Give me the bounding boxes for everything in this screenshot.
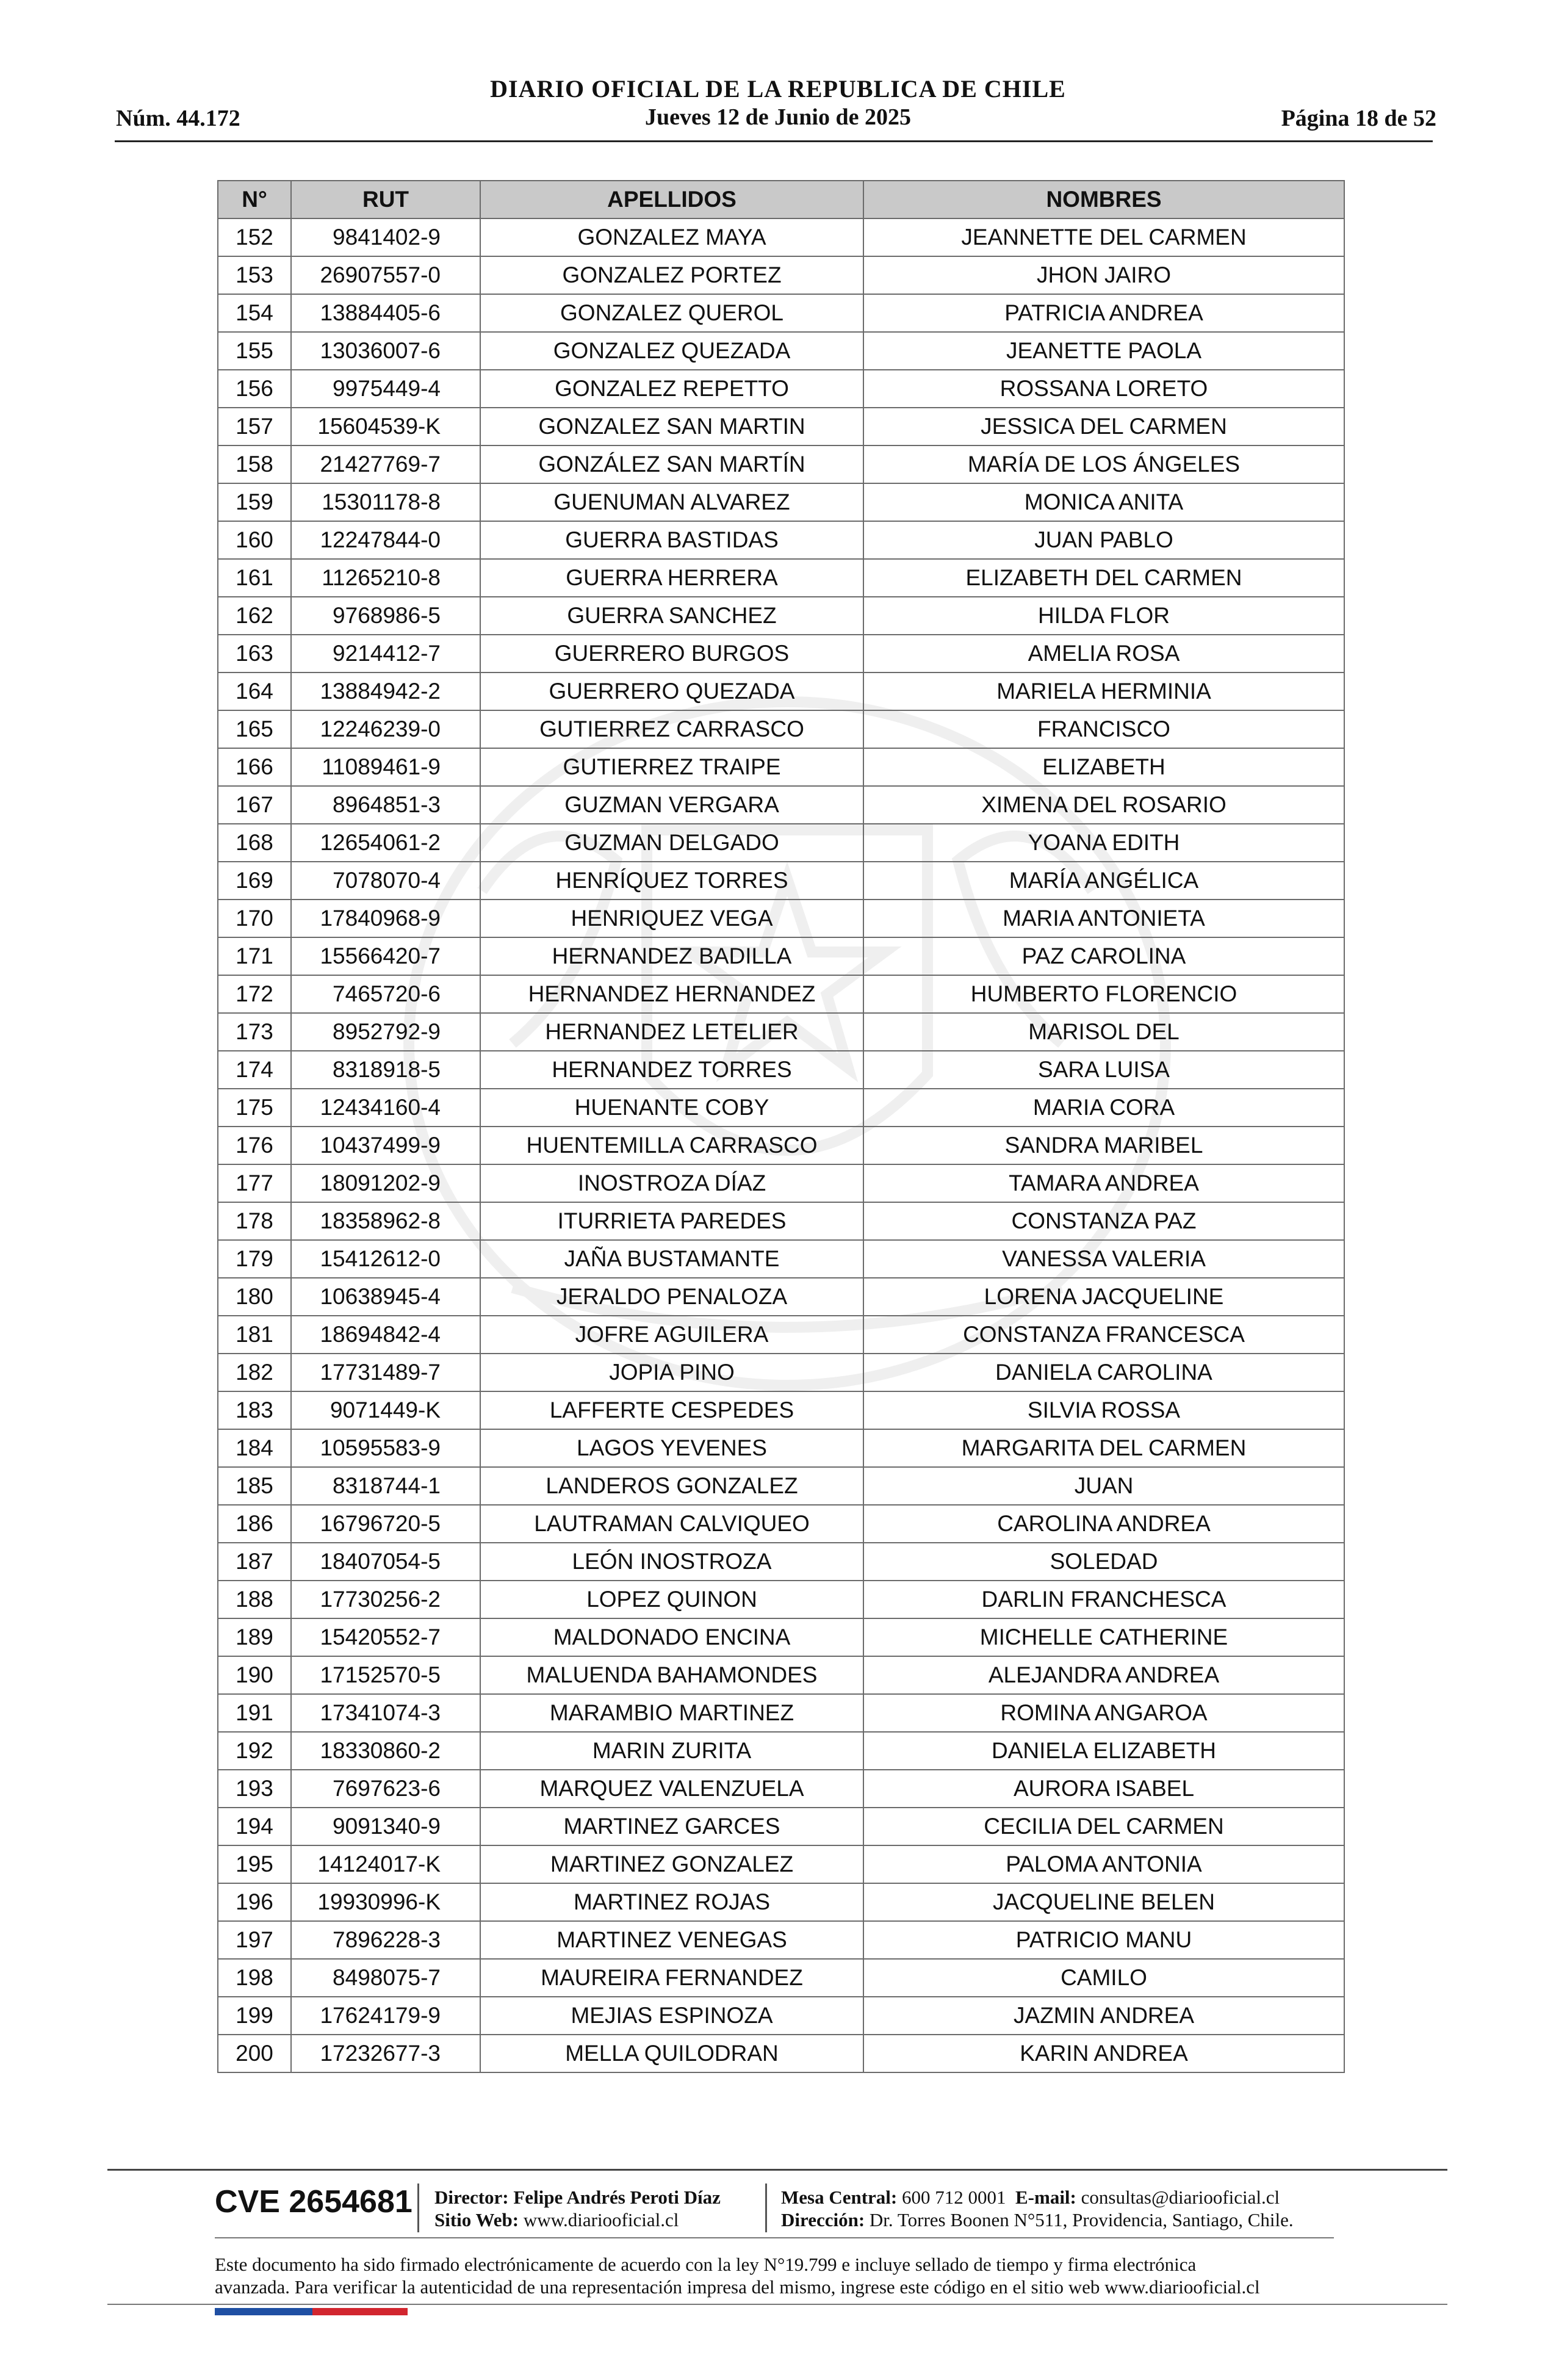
rut-cell: 21427769-7 bbox=[291, 445, 480, 483]
rut-cell: 8964851-3 bbox=[291, 786, 480, 824]
names-cell: CONSTANZA PAZ bbox=[863, 1202, 1344, 1240]
table-row bbox=[218, 1391, 1344, 1429]
names-cell: JACQUELINE BELEN bbox=[863, 1883, 1344, 1921]
row-number: 169 bbox=[218, 862, 291, 900]
phone-number: 600 712 0001 bbox=[902, 2187, 1006, 2208]
table-row bbox=[218, 1354, 1344, 1391]
surnames-cell: MARTINEZ VENEGAS bbox=[480, 1921, 863, 1959]
surnames-cell: GUERRERO QUEZADA bbox=[480, 673, 863, 710]
table-row bbox=[218, 673, 1344, 710]
names-cell: JEANNETTE DEL CARMEN bbox=[863, 218, 1344, 256]
row-number: 163 bbox=[218, 635, 291, 673]
row-number: 161 bbox=[218, 559, 291, 597]
row-number: 173 bbox=[218, 1013, 291, 1051]
rut-cell: 11265210-8 bbox=[291, 559, 480, 597]
names-cell: SARA LUISA bbox=[863, 1051, 1344, 1089]
surnames-cell: GUZMAN DELGADO bbox=[480, 824, 863, 862]
table-row bbox=[218, 1770, 1344, 1808]
surnames-cell: LANDEROS GONZALEZ bbox=[480, 1467, 863, 1505]
surnames-cell: JOPIA PINO bbox=[480, 1354, 863, 1391]
surnames-cell: MARTINEZ GARCES bbox=[480, 1808, 863, 1845]
names-cell: CECILIA DEL CARMEN bbox=[863, 1808, 1344, 1845]
names-cell: CAMILO bbox=[863, 1959, 1344, 1997]
table-row bbox=[218, 635, 1344, 673]
table-row bbox=[218, 748, 1344, 786]
surnames-cell: GUTIERREZ CARRASCO bbox=[480, 710, 863, 748]
surnames-cell: LAUTRAMAN CALVIQUEO bbox=[480, 1505, 863, 1543]
table-row bbox=[218, 218, 1344, 256]
flag-stripe-red bbox=[312, 2308, 408, 2315]
row-number: 152 bbox=[218, 218, 291, 256]
rut-cell: 17730256-2 bbox=[291, 1581, 480, 1618]
surnames-cell: ITURRIETA PAREDES bbox=[480, 1202, 863, 1240]
table-row bbox=[218, 1164, 1344, 1202]
surnames-cell: MAUREIRA FERNANDEZ bbox=[480, 1959, 863, 1997]
table-row bbox=[218, 370, 1344, 408]
row-number: 189 bbox=[218, 1618, 291, 1656]
table-row bbox=[218, 1959, 1344, 1997]
surnames-cell: MALDONADO ENCINA bbox=[480, 1618, 863, 1656]
rut-cell: 8498075-7 bbox=[291, 1959, 480, 1997]
names-cell: LORENA JACQUELINE bbox=[863, 1278, 1344, 1316]
names-cell: SILVIA ROSSA bbox=[863, 1391, 1344, 1429]
names-cell: JAZMIN ANDREA bbox=[863, 1997, 1344, 2035]
director-name: Felipe Andrés Peroti Díaz bbox=[513, 2187, 721, 2208]
row-number: 194 bbox=[218, 1808, 291, 1845]
names-cell: MARIA CORA bbox=[863, 1089, 1344, 1127]
row-number: 198 bbox=[218, 1959, 291, 1997]
row-number: 196 bbox=[218, 1883, 291, 1921]
row-number: 156 bbox=[218, 370, 291, 408]
table-row bbox=[218, 1921, 1344, 1959]
rut-cell: 16796720-5 bbox=[291, 1505, 480, 1543]
rut-cell: 15420552-7 bbox=[291, 1618, 480, 1656]
rut-cell: 17232677-3 bbox=[291, 2035, 480, 2072]
surnames-cell: GONZALEZ QUEROL bbox=[480, 294, 863, 332]
row-number: 160 bbox=[218, 521, 291, 559]
rut-cell: 10638945-4 bbox=[291, 1278, 480, 1316]
phone-label: Mesa Central: bbox=[781, 2187, 898, 2208]
names-cell: CAROLINA ANDREA bbox=[863, 1505, 1344, 1543]
address-text: Dr. Torres Boonen N°511, Providencia, Santiago, Chile. bbox=[869, 2209, 1294, 2230]
rut-cell: 18358962-8 bbox=[291, 1202, 480, 1240]
column-header-rut: RUT bbox=[291, 181, 480, 218]
table-row bbox=[218, 1694, 1344, 1732]
row-number: 180 bbox=[218, 1278, 291, 1316]
names-cell: SANDRA MARIBEL bbox=[863, 1127, 1344, 1164]
names-cell: ELIZABETH DEL CARMEN bbox=[863, 559, 1344, 597]
table-row bbox=[218, 862, 1344, 900]
row-number: 199 bbox=[218, 1997, 291, 2035]
rut-cell: 17731489-7 bbox=[291, 1354, 480, 1391]
table-row bbox=[218, 824, 1344, 862]
names-cell: MARÍA ANGÉLICA bbox=[863, 862, 1344, 900]
table-row bbox=[218, 521, 1344, 559]
rut-cell: 11089461-9 bbox=[291, 748, 480, 786]
surnames-cell: HERNANDEZ LETELIER bbox=[480, 1013, 863, 1051]
rut-cell: 15566420-7 bbox=[291, 937, 480, 975]
row-number: 165 bbox=[218, 710, 291, 748]
names-cell: FRANCISCO bbox=[863, 710, 1344, 748]
surnames-cell: HERNANDEZ TORRES bbox=[480, 1051, 863, 1089]
signature-notice-line: Este documento ha sido firmado electrónicamente de acuerdo con la ley N°19.799 e incluye sellado de tiempo y firma electrónica bbox=[215, 2254, 1197, 2275]
names-cell: MICHELLE CATHERINE bbox=[863, 1618, 1344, 1656]
rut-cell: 9768986-5 bbox=[291, 597, 480, 635]
row-number: 187 bbox=[218, 1543, 291, 1581]
surnames-cell: LAFFERTE CESPEDES bbox=[480, 1391, 863, 1429]
row-number: 195 bbox=[218, 1845, 291, 1883]
column-header-names: NOMBRES bbox=[863, 181, 1344, 218]
row-number: 172 bbox=[218, 975, 291, 1013]
issue-date: Jueves 12 de Junio de 2025 bbox=[645, 104, 911, 130]
surnames-cell: HUENANTE COBY bbox=[480, 1089, 863, 1127]
row-number: 170 bbox=[218, 900, 291, 937]
row-number: 190 bbox=[218, 1656, 291, 1694]
table-row bbox=[218, 1543, 1344, 1581]
rut-cell: 12247844-0 bbox=[291, 521, 480, 559]
row-number: 162 bbox=[218, 597, 291, 635]
surnames-cell: GUTIERREZ TRAIPE bbox=[480, 748, 863, 786]
row-number: 191 bbox=[218, 1694, 291, 1732]
row-number: 175 bbox=[218, 1089, 291, 1127]
rut-cell: 12246239-0 bbox=[291, 710, 480, 748]
names-cell: ROSSANA LORETO bbox=[863, 370, 1344, 408]
footer-director-block bbox=[434, 2186, 721, 2231]
roster-table bbox=[217, 180, 1345, 2073]
signature-notice bbox=[215, 2253, 1374, 2298]
table-row bbox=[218, 408, 1344, 445]
surnames-cell: GUERRA SANCHEZ bbox=[480, 597, 863, 635]
row-number: 177 bbox=[218, 1164, 291, 1202]
surnames-cell: INOSTROZA DÍAZ bbox=[480, 1164, 863, 1202]
row-number: 181 bbox=[218, 1316, 291, 1354]
row-number: 200 bbox=[218, 2035, 291, 2072]
cve-code: CVE 2654681 bbox=[215, 2184, 412, 2220]
column-header-surnames: APELLIDOS bbox=[480, 181, 863, 218]
table-row bbox=[218, 975, 1344, 1013]
names-cell: JUAN bbox=[863, 1467, 1344, 1505]
rut-cell: 10595583-9 bbox=[291, 1429, 480, 1467]
table-row bbox=[218, 900, 1344, 937]
footer-bottom-divider bbox=[107, 2304, 1447, 2305]
row-number: 153 bbox=[218, 256, 291, 294]
row-number: 158 bbox=[218, 445, 291, 483]
rut-cell: 18091202-9 bbox=[291, 1164, 480, 1202]
surnames-cell: GONZALEZ QUEZADA bbox=[480, 332, 863, 370]
row-number: 164 bbox=[218, 673, 291, 710]
rut-cell: 12654061-2 bbox=[291, 824, 480, 862]
rut-cell: 15412612-0 bbox=[291, 1240, 480, 1278]
names-cell: ROMINA ANGAROA bbox=[863, 1694, 1344, 1732]
names-cell: DANIELA CAROLINA bbox=[863, 1354, 1344, 1391]
rut-cell: 7078070-4 bbox=[291, 862, 480, 900]
surnames-cell: MARIN ZURITA bbox=[480, 1732, 863, 1770]
table-row bbox=[218, 1240, 1344, 1278]
table-row bbox=[218, 1808, 1344, 1845]
director-label: Director: bbox=[434, 2187, 509, 2208]
issue-number: Núm. 44.172 bbox=[116, 106, 240, 131]
names-cell: AURORA ISABEL bbox=[863, 1770, 1344, 1808]
row-number: 183 bbox=[218, 1391, 291, 1429]
names-cell: DANIELA ELIZABETH bbox=[863, 1732, 1344, 1770]
rut-cell: 9841402-9 bbox=[291, 218, 480, 256]
row-number: 157 bbox=[218, 408, 291, 445]
column-header-number: N° bbox=[218, 181, 291, 218]
surnames-cell: GONZALEZ MAYA bbox=[480, 218, 863, 256]
surnames-cell: GUZMAN VERGARA bbox=[480, 786, 863, 824]
footer-mid-divider bbox=[215, 2237, 1334, 2238]
surnames-cell: MARTINEZ ROJAS bbox=[480, 1883, 863, 1921]
row-number: 188 bbox=[218, 1581, 291, 1618]
table-row bbox=[218, 294, 1344, 332]
newspaper-title: DIARIO OFICIAL DE LA REPUBLICA DE CHILE bbox=[490, 75, 1066, 103]
table-row bbox=[218, 710, 1344, 748]
rut-cell: 17840968-9 bbox=[291, 900, 480, 937]
table-row bbox=[218, 256, 1344, 294]
names-cell: XIMENA DEL ROSARIO bbox=[863, 786, 1344, 824]
table-row bbox=[218, 1581, 1344, 1618]
names-cell: DARLIN FRANCHESCA bbox=[863, 1581, 1344, 1618]
table-row bbox=[218, 1618, 1344, 1656]
table-row bbox=[218, 1316, 1344, 1354]
row-number: 167 bbox=[218, 786, 291, 824]
row-number: 159 bbox=[218, 483, 291, 521]
names-cell: ALEJANDRA ANDREA bbox=[863, 1656, 1344, 1694]
website-link[interactable]: www.diariooficial.cl bbox=[523, 2209, 679, 2230]
names-cell: SOLEDAD bbox=[863, 1543, 1344, 1581]
surnames-cell: JOFRE AGUILERA bbox=[480, 1316, 863, 1354]
surnames-cell: HENRÍQUEZ TORRES bbox=[480, 862, 863, 900]
table-row bbox=[218, 786, 1344, 824]
email-link[interactable]: consultas@diariooficial.cl bbox=[1081, 2187, 1280, 2208]
surnames-cell: JERALDO PENALOZA bbox=[480, 1278, 863, 1316]
rut-cell: 9071449-K bbox=[291, 1391, 480, 1429]
surnames-cell: MALUENDA BAHAMONDES bbox=[480, 1656, 863, 1694]
table-row bbox=[218, 1883, 1344, 1921]
rut-cell: 9975449-4 bbox=[291, 370, 480, 408]
table-row bbox=[218, 1051, 1344, 1089]
names-cell: MARISOL DEL bbox=[863, 1013, 1344, 1051]
names-cell: KARIN ANDREA bbox=[863, 2035, 1344, 2072]
rut-cell: 13036007-6 bbox=[291, 332, 480, 370]
table-row bbox=[218, 1013, 1344, 1051]
table-row bbox=[218, 1202, 1344, 1240]
surnames-cell: GONZALEZ REPETTO bbox=[480, 370, 863, 408]
rut-cell: 7465720-6 bbox=[291, 975, 480, 1013]
row-number: 184 bbox=[218, 1429, 291, 1467]
row-number: 197 bbox=[218, 1921, 291, 1959]
email-label: E-mail: bbox=[1015, 2187, 1076, 2208]
names-cell: MARÍA DE LOS ÁNGELES bbox=[863, 445, 1344, 483]
address-label: Dirección: bbox=[781, 2209, 865, 2230]
rut-cell: 15604539-K bbox=[291, 408, 480, 445]
names-cell: MARGARITA DEL CARMEN bbox=[863, 1429, 1344, 1467]
names-cell: MONICA ANITA bbox=[863, 483, 1344, 521]
surnames-cell: HERNANDEZ HERNANDEZ bbox=[480, 975, 863, 1013]
surnames-cell: LOPEZ QUINON bbox=[480, 1581, 863, 1618]
names-cell: JESSICA DEL CARMEN bbox=[863, 408, 1344, 445]
footer-separator bbox=[417, 2183, 419, 2232]
surnames-cell: MELLA QUILODRAN bbox=[480, 2035, 863, 2072]
surnames-cell: HENRIQUEZ VEGA bbox=[480, 900, 863, 937]
row-number: 176 bbox=[218, 1127, 291, 1164]
rut-cell: 8318744-1 bbox=[291, 1467, 480, 1505]
table-row bbox=[218, 1467, 1344, 1505]
table-row bbox=[218, 1997, 1344, 2035]
names-cell: CONSTANZA FRANCESCA bbox=[863, 1316, 1344, 1354]
table-row bbox=[218, 937, 1344, 975]
flag-stripe-blue bbox=[215, 2308, 312, 2315]
rut-cell: 7896228-3 bbox=[291, 1921, 480, 1959]
names-cell: PATRICIA ANDREA bbox=[863, 294, 1344, 332]
rut-cell: 7697623-6 bbox=[291, 1770, 480, 1808]
header-divider bbox=[115, 140, 1433, 142]
rut-cell: 9091340-9 bbox=[291, 1808, 480, 1845]
surnames-cell: GUERRA BASTIDAS bbox=[480, 521, 863, 559]
names-cell: ELIZABETH bbox=[863, 748, 1344, 786]
table-header-row bbox=[218, 181, 1344, 218]
rut-cell: 14124017-K bbox=[291, 1845, 480, 1883]
surnames-cell: JAÑA BUSTAMANTE bbox=[480, 1240, 863, 1278]
row-number: 155 bbox=[218, 332, 291, 370]
table-row bbox=[218, 559, 1344, 597]
row-number: 182 bbox=[218, 1354, 291, 1391]
table-row bbox=[218, 597, 1344, 635]
signature-notice-line: avanzada. Para verificar la autenticidad de una representación impresa del mismo, ingrese este código en el sitio web www.diariooficial.cl bbox=[215, 2276, 1260, 2298]
footer-separator bbox=[765, 2183, 767, 2232]
rut-cell: 18694842-4 bbox=[291, 1316, 480, 1354]
rut-cell: 17624179-9 bbox=[291, 1997, 480, 2035]
row-number: 186 bbox=[218, 1505, 291, 1543]
surnames-cell: MARTINEZ GONZALEZ bbox=[480, 1845, 863, 1883]
row-number: 178 bbox=[218, 1202, 291, 1240]
rut-cell: 13884942-2 bbox=[291, 673, 480, 710]
surnames-cell: MARQUEZ VALENZUELA bbox=[480, 1770, 863, 1808]
table-row bbox=[218, 1845, 1344, 1883]
names-cell: MARIA ANTONIETA bbox=[863, 900, 1344, 937]
surnames-cell: GUENUMAN ALVAREZ bbox=[480, 483, 863, 521]
table-body bbox=[218, 218, 1344, 2072]
rut-cell: 15301178-8 bbox=[291, 483, 480, 521]
names-cell: PAZ CAROLINA bbox=[863, 937, 1344, 975]
rut-cell: 13884405-6 bbox=[291, 294, 480, 332]
names-cell: JEANETTE PAOLA bbox=[863, 332, 1344, 370]
row-number: 185 bbox=[218, 1467, 291, 1505]
table-row bbox=[218, 483, 1344, 521]
rut-cell: 17341074-3 bbox=[291, 1694, 480, 1732]
rut-cell: 8952792-9 bbox=[291, 1013, 480, 1051]
surnames-cell: GONZALEZ SAN MARTIN bbox=[480, 408, 863, 445]
row-number: 192 bbox=[218, 1732, 291, 1770]
table-row bbox=[218, 1656, 1344, 1694]
table-row bbox=[218, 1278, 1344, 1316]
surnames-cell: HERNANDEZ BADILLA bbox=[480, 937, 863, 975]
row-number: 168 bbox=[218, 824, 291, 862]
surnames-cell: GONZALEZ PORTEZ bbox=[480, 256, 863, 294]
names-cell: MARIELA HERMINIA bbox=[863, 673, 1344, 710]
row-number: 174 bbox=[218, 1051, 291, 1089]
names-cell: PATRICIO MANU bbox=[863, 1921, 1344, 1959]
footer-top-divider bbox=[107, 2169, 1447, 2171]
table-row bbox=[218, 332, 1344, 370]
surnames-cell: LEÓN INOSTROZA bbox=[480, 1543, 863, 1581]
rut-cell: 19930996-K bbox=[291, 1883, 480, 1921]
rut-cell: 18407054-5 bbox=[291, 1543, 480, 1581]
surnames-cell: LAGOS YEVENES bbox=[480, 1429, 863, 1467]
rut-cell: 12434160-4 bbox=[291, 1089, 480, 1127]
surnames-cell: HUENTEMILLA CARRASCO bbox=[480, 1127, 863, 1164]
names-cell: TAMARA ANDREA bbox=[863, 1164, 1344, 1202]
rut-cell: 26907557-0 bbox=[291, 256, 480, 294]
row-number: 193 bbox=[218, 1770, 291, 1808]
table-row bbox=[218, 2035, 1344, 2072]
surnames-cell: GUERRERO BURGOS bbox=[480, 635, 863, 673]
names-cell: JHON JAIRO bbox=[863, 256, 1344, 294]
rut-cell: 8318918-5 bbox=[291, 1051, 480, 1089]
table-row bbox=[218, 1127, 1344, 1164]
row-number: 166 bbox=[218, 748, 291, 786]
page-number: Página 18 de 52 bbox=[1281, 106, 1436, 131]
names-cell: JUAN PABLO bbox=[863, 521, 1344, 559]
row-number: 154 bbox=[218, 294, 291, 332]
row-number: 179 bbox=[218, 1240, 291, 1278]
table-row bbox=[218, 1505, 1344, 1543]
rut-cell: 9214412-7 bbox=[291, 635, 480, 673]
rut-cell: 18330860-2 bbox=[291, 1732, 480, 1770]
table-row bbox=[218, 1732, 1344, 1770]
website-label: Sitio Web: bbox=[434, 2209, 519, 2230]
names-cell: VANESSA VALERIA bbox=[863, 1240, 1344, 1278]
names-cell: AMELIA ROSA bbox=[863, 635, 1344, 673]
table-row bbox=[218, 1089, 1344, 1127]
footer-contact-block bbox=[781, 2186, 1294, 2231]
surnames-cell: GUERRA HERRERA bbox=[480, 559, 863, 597]
names-cell: YOANA EDITH bbox=[863, 824, 1344, 862]
rut-cell: 17152570-5 bbox=[291, 1656, 480, 1694]
names-cell: PALOMA ANTONIA bbox=[863, 1845, 1344, 1883]
rut-cell: 10437499-9 bbox=[291, 1127, 480, 1164]
table-row bbox=[218, 445, 1344, 483]
names-cell: HUMBERTO FLORENCIO bbox=[863, 975, 1344, 1013]
row-number: 171 bbox=[218, 937, 291, 975]
table-row bbox=[218, 1429, 1344, 1467]
names-cell: HILDA FLOR bbox=[863, 597, 1344, 635]
surnames-cell: MARAMBIO MARTINEZ bbox=[480, 1694, 863, 1732]
surnames-cell: GONZÁLEZ SAN MARTÍN bbox=[480, 445, 863, 483]
surnames-cell: MEJIAS ESPINOZA bbox=[480, 1997, 863, 2035]
